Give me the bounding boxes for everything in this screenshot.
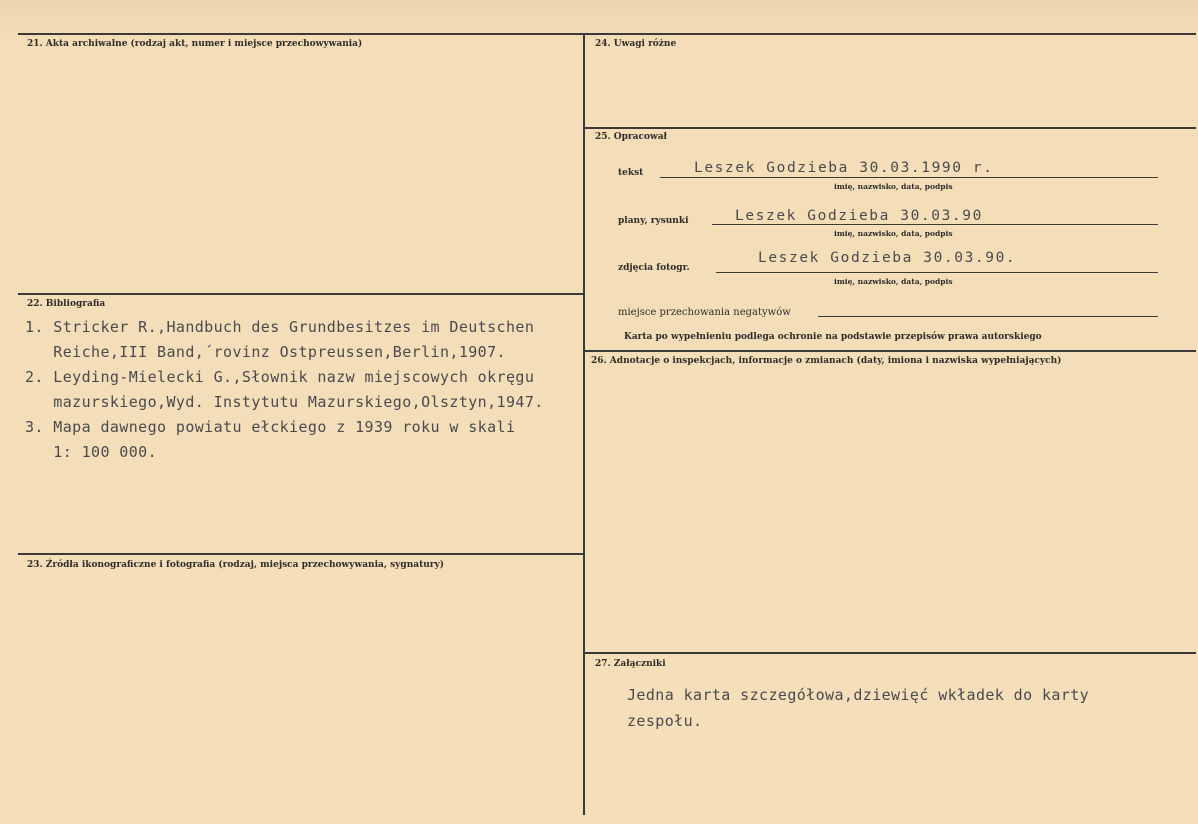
section-25-label: 25. Opracował xyxy=(595,132,668,142)
negatywy-line xyxy=(818,316,1158,317)
rule-25-26 xyxy=(584,350,1196,352)
zdjecia-caption: imię, nazwisko, data, podpis xyxy=(834,277,953,286)
rule-24-25 xyxy=(584,127,1196,129)
negatywy-label: miejsce przechowania negatywów xyxy=(618,307,791,318)
tekst-caption: imię, nazwisko, data, podpis xyxy=(834,182,953,191)
zdjecia-value: Leszek Godzieba 30.03.90. xyxy=(758,250,1017,266)
bibliography-line-3: 2. Leyding-Mielecki G.,Słownik nazw miejscowych okręgu xyxy=(25,368,535,386)
section-22-label: 22. Bibliografia xyxy=(27,299,106,309)
bibliography-line-5: 3. Mapa dawnego powiatu ełckiego z 1939 roku w skali xyxy=(25,418,516,436)
bibliography-line-2: Reiche,III Band,´rovinz Ostpreussen,Berlin,1907. xyxy=(25,343,506,361)
section-27-label: 27. Załączniki xyxy=(595,659,666,669)
zdjecia-line xyxy=(716,272,1158,273)
plany-caption: imię, nazwisko, data, podpis xyxy=(834,229,953,238)
top-rule xyxy=(18,33,1196,35)
rule-26-27 xyxy=(584,652,1196,654)
section-26-label: 26. Adnotacje o inspekcjach, informacje o zmianach (daty, imiona i nazwiska wypełniających) xyxy=(591,356,1062,366)
center-divider xyxy=(583,33,585,815)
plany-value: Leszek Godzieba 30.03.90 xyxy=(735,208,983,224)
rule-21-22 xyxy=(18,293,584,295)
section-24-label: 24. Uwagi różne xyxy=(595,39,677,49)
tekst-value: Leszek Godzieba 30.03.1990 r. xyxy=(694,160,994,176)
tekst-line xyxy=(660,177,1158,178)
rule-22-23 xyxy=(18,553,584,555)
attachments-line-1: Jedna karta szczegółowa,dziewięć wkładek do karty xyxy=(627,686,1090,704)
copyright-note: Karta po wypełnieniu podlega ochronie na podstawie przepisów prawa autorskiego xyxy=(624,332,1042,342)
plany-label: plany, rysunki xyxy=(618,216,689,226)
plany-line xyxy=(712,224,1158,225)
bibliography-line-6: 1: 100 000. xyxy=(25,443,158,461)
zdjecia-label: zdjęcia fotogr. xyxy=(618,263,690,273)
section-23-label: 23. Źródła ikonograficzne i fotografia (rodzaj, miejsca przechowywania, sygnatury) xyxy=(27,560,445,570)
bibliography-line-1: 1. Stricker R.,Handbuch des Grundbesitzes im Deutschen xyxy=(25,318,535,336)
attachments-line-2: zespołu. xyxy=(627,712,703,730)
section-21-label: 21. Akta archiwalne (rodzaj akt, numer i miejsce przechowywania) xyxy=(27,39,363,49)
tekst-label: tekst xyxy=(618,168,644,178)
bibliography-line-4: mazurskiego,Wyd. Instytutu Mazurskiego,Olsztyn,1947. xyxy=(25,393,544,411)
